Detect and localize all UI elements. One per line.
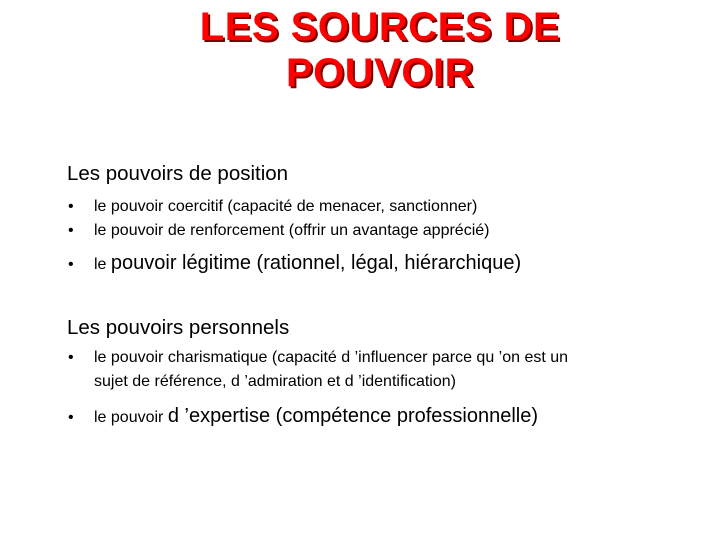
list-item xyxy=(68,219,521,243)
slide-title-line-2: POUVOIR xyxy=(286,51,474,95)
slide-title-line-1: LES SOURCES DE xyxy=(199,5,561,49)
list-item xyxy=(68,249,521,279)
bullet-text: le pouvoir coercitif (capacité de menacer, sanctionner) xyxy=(94,198,478,215)
slide-title xyxy=(100,4,660,96)
bullet-icon: • xyxy=(68,222,74,239)
bullet-text-tail: d ’expertise (compétence professionnelle) xyxy=(167,405,539,427)
bullet-text-lead: le pouvoir xyxy=(94,409,168,426)
bullet-list-personnels xyxy=(68,346,568,432)
bullet-text: le pouvoir de renforcement (offrir un avantage apprécié) xyxy=(94,222,490,239)
bullet-text-lead: le xyxy=(94,256,111,273)
bullet-text-tail: pouvoir légitime (rationnel, légal, hiérarchique) xyxy=(110,252,522,274)
bullet-icon: • xyxy=(68,256,74,273)
list-item xyxy=(68,402,568,432)
section-heading-position: Les pouvoirs de position xyxy=(67,162,289,185)
bullet-icon: • xyxy=(68,198,74,215)
bullet-text-line-1: le pouvoir charismatique (capacité d ’influencer parce qu ’on est un xyxy=(94,349,569,366)
bullet-text-line-2: sujet de référence, d ’admiration et d ’identification) xyxy=(94,373,456,390)
bullet-icon: • xyxy=(68,349,74,366)
bullet-icon: • xyxy=(68,409,74,426)
section-heading-personnels: Les pouvoirs personnels xyxy=(67,316,290,339)
list-item xyxy=(68,195,521,219)
bullet-list-position xyxy=(68,195,521,279)
list-item xyxy=(68,346,568,394)
